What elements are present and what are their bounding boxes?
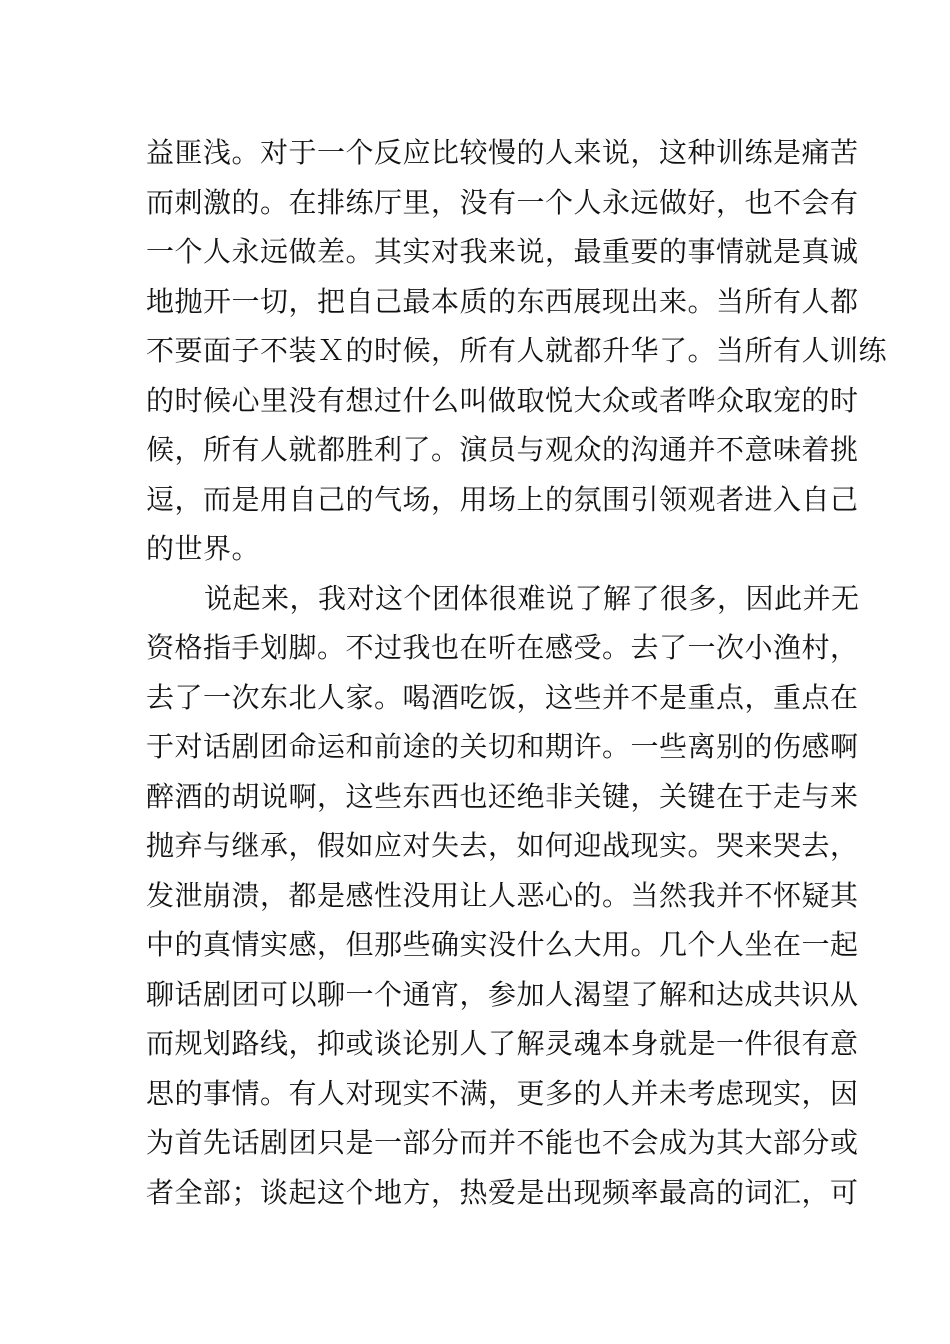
paragraph-2-line-5: 醉酒的胡说啊，这些东西也还绝非关键，关键在于走与来 <box>146 779 859 813</box>
paragraph-2-line-2: 资格指手划脚。不过我也在听在感受。去了一次小渔村， <box>146 631 859 664</box>
paragraph-2-line-8: 中的真情实感，但那些确实没什么大用。几个人坐在一起 <box>146 928 859 961</box>
paragraph-2-line-13: 者全部；谈起这个地方，热爱是出现频率最高的词汇，可 <box>146 1175 859 1209</box>
paragraph-2-line-6: 抛弃与继承，假如应对失去，如何迎战现实。哭来哭去， <box>146 829 859 862</box>
paragraph-2-line-12: 为首先话剧团只是一部分而并不能也不会成为其大部分或 <box>146 1126 859 1159</box>
paragraph-1-line-1: 益匪浅。对于一个反应比较慢的人来说，这种训练是痛苦 <box>146 136 859 169</box>
document-body <box>146 128 888 1217</box>
paragraph-1-line-4: 地抛开一切，把自己最本质的东西展现出来。当所有人都 <box>146 284 859 318</box>
paragraph-1-line-2: 而刺激的。在排练厅里，没有一个人永远做好，也不会有 <box>146 185 859 219</box>
paragraph-2-line-4: 于对话剧团命运和前途的关切和期许。一些离别的伤感啊 <box>146 730 859 763</box>
paragraph-2-line-11: 思的事情。有人对现实不满，更多的人并未考虑现实，因 <box>146 1076 859 1110</box>
paragraph-2-line-7: 发泄崩溃，都是感性没用让人恶心的。当然我并不怀疑其 <box>146 878 859 912</box>
paragraph-1-line-3: 一个人永远做差。其实对我来说，最重要的事情就是真诚 <box>146 235 859 268</box>
paragraph-2-line-9: 聊话剧团可以聊一个通宵，参加人渴望了解和达成共识从 <box>146 977 859 1011</box>
paragraph-1-line-5: 不要面子不装Ｘ的时候，所有人就都升华了。当所有人训练 <box>146 334 888 367</box>
paragraph-2-line-1: 说起来，我对这个团体很难说了解了很多，因此并无 <box>204 581 860 615</box>
paragraph-1-line-6: 的时候心里没有想过什么叫做取悦大众或者哗众取宠的时 <box>146 383 859 417</box>
paragraph-2-line-3: 去了一次东北人家。喝酒吃饭，这些并不是重点，重点在 <box>146 680 859 714</box>
paragraph-1-line-7: 候，所有人就都胜利了。演员与观众的沟通并不意味着挑 <box>146 433 859 466</box>
paragraph-2-line-10: 而规划路线，抑或谈论别人了解灵魂本身就是一件很有意 <box>146 1027 859 1060</box>
paragraph-1-line-8: 逗，而是用自己的气场，用场上的氛围引领观者进入自己 <box>146 482 859 516</box>
paragraph-1-line-9: 的世界。 <box>146 532 261 565</box>
